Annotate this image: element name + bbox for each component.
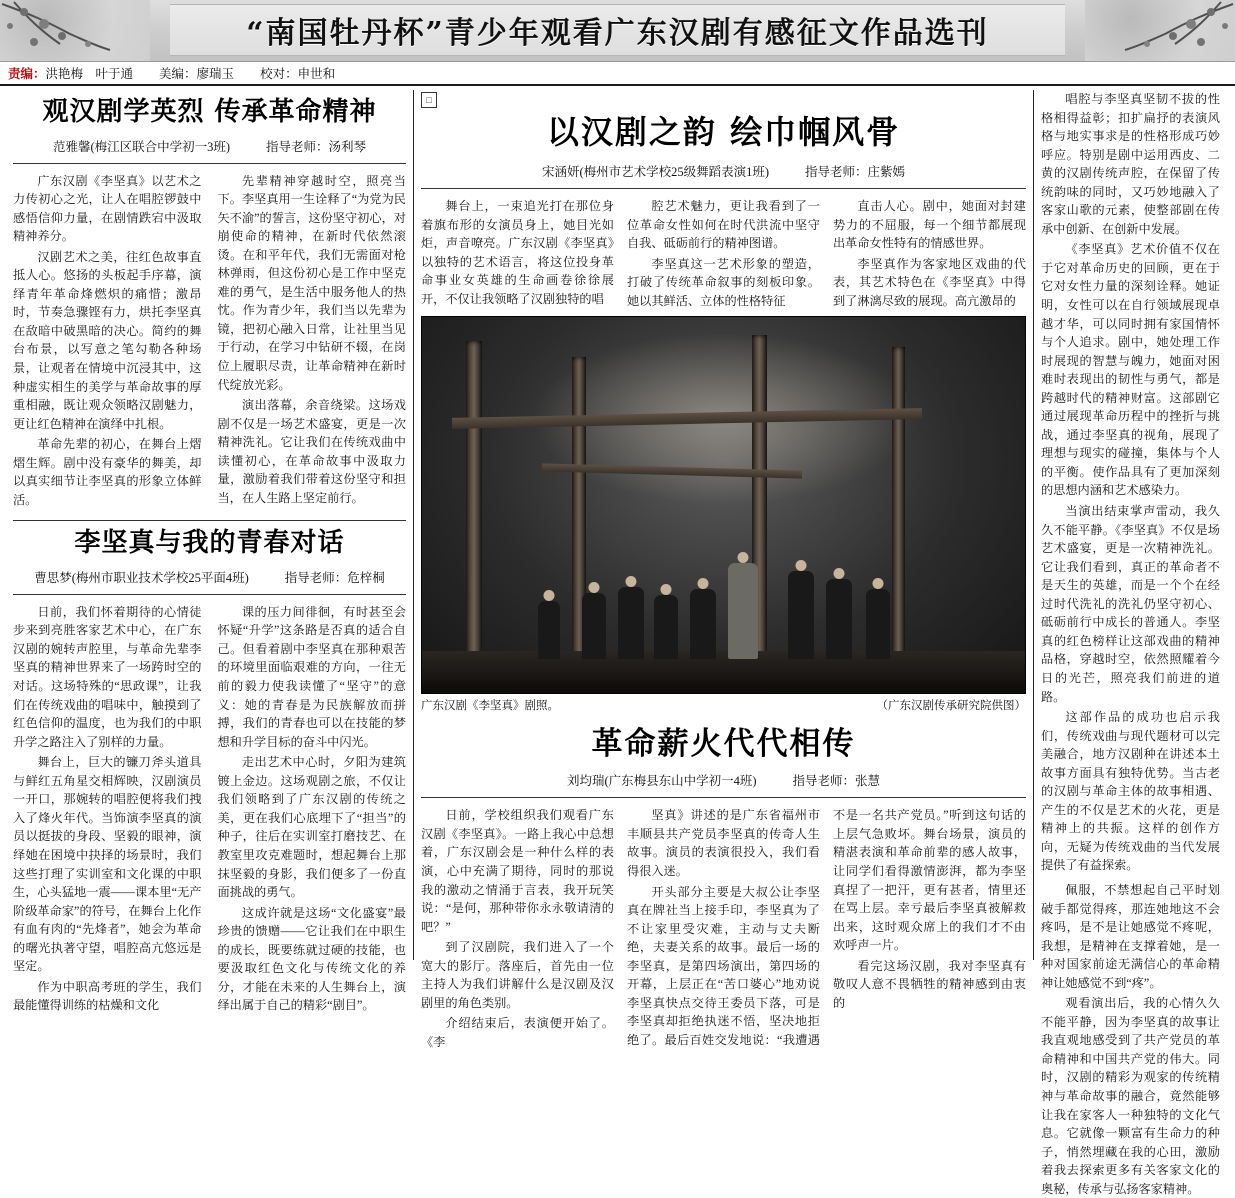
page-marker: □ <box>421 92 437 108</box>
article-teacher: 指导老师：张慧 <box>792 774 881 789</box>
paragraph: 舞台上，巨大的镰刀斧头道具与鲜红五角星交相辉映，汉剧演员一开口，那婉转的唱腔便将我们拽入了烽火年代。当饰演李坚真的演员以挺拔的身段、坚毅的眼神，演绎她在困境中抉择的场景时，我们这些打理了实训室和文化课的中职生，心头猛地一震——课本里“无产阶级革命家”的符号，在舞台上化作有血有肉的“先烽者”，她会为革命的曙光执著守望，唱腔高亢悠远是坚定。 <box>13 755 202 974</box>
article-author: 曹思梦(梅州市职业技术学校25平面4班) <box>34 570 249 585</box>
divider <box>421 188 1026 189</box>
article-guanhanju <box>13 96 406 510</box>
paragraph: 这部作品的成功也启示我们，传统戏曲与现代题材可以完美融合，地方汉剧种在讲述本土故事方面具有独特优势。当古老的汉剧与革命主体的故事相遇、产生的不仅是艺术的火花，更是精神上的共振。这样的创作方向，无疑为传统戏曲的当代发展提供了有益探索。 <box>1041 710 1220 873</box>
article-body <box>13 172 406 511</box>
paragraph: 当演出结束掌声雷动，我久久不能平静。《李坚真》不仅是场艺术盛宴，更是一次精神洗礼。它让我们看到，真正的革命者不是天生的英雄，而是一个个在经过时代洗礼的洗礼仍坚守初心、砥砺前行中成长的普通人。李坚真的红色榜样让这部戏曲的精神品格，穿越时空，依然照耀着今日的光芒，照亮我们前进的道路。 <box>1041 504 1220 704</box>
paragraph: 佩服，不禁想起自己平时划破手都觉得疼，那连她地这不会疼吗，是不是让她感觉不疼呢，我想，是精神在支撑着她，是一种对国家前途无满信心的革命精神让她感觉不到“疼”。 <box>1041 882 1220 990</box>
article-author: 刘均瑞(广东梅县东山中学初一4班) <box>566 774 757 789</box>
article-teacher: 指导老师：汤利琴 <box>266 139 367 154</box>
article-headline: 以汉剧之韵 绘巾帼风骨 <box>546 113 901 151</box>
divider <box>13 163 406 164</box>
article-geming-xinhuo <box>421 725 1026 1052</box>
page-title: “南国牡丹杯”青少年观看广东汉剧有感征文作品选刊 <box>246 16 989 51</box>
credit-designer-value: 廖瑞玉 <box>196 67 235 81</box>
photo-actor <box>826 579 852 659</box>
paragraph: 坚真》讲述的是广东省福州市丰顺县共产党员李坚真的传奇人生故事。演员的表演很投入，我们看得很入迷。 <box>627 808 820 879</box>
photo-actor <box>538 601 560 659</box>
photo-actor-head <box>834 568 845 579</box>
paragraph: 看完这场汉剧，我对李坚真有敬叹人意不畏牺牲的精神感到由衷的 <box>833 958 1026 1010</box>
photo-actor-lead <box>728 563 758 659</box>
photo-post <box>892 347 905 671</box>
photo-actor-head <box>544 590 555 601</box>
paragraph: 李坚真作为客家地区戏曲的代表，其艺术特色在《李坚真》中得到了淋漓尽致的展现。高亢激昂的 <box>833 256 1026 308</box>
article-body <box>13 603 406 1017</box>
stage-photo <box>421 316 1026 694</box>
credit-editor-label: 责编： <box>8 67 46 81</box>
paragraph: 这成许就是这场“文化盛宴”最珍贵的馈赠——它让我们在中职生的成长，既要练就过硬的技能，也要汲取红色文化与传统文化的养分，才能在未来的人生舞台上，演绎出属于自己的精彩“剧目”。 <box>217 905 406 1013</box>
credit-proofreader <box>260 64 335 82</box>
article-headline: 革命薪火代代相传 <box>591 725 856 762</box>
paragraph: 开头部分主要是大叔公让李坚真在牌社当上接手印，李坚真为了不让家里受灾难，主动与丈夫断绝，夫妻关系的故事。最后一场的李坚真，是第四场演出，第四场的开幕，上层正在“苦口婆心”地劝说李坚真快点交待王委员下落，可是李坚真却拒绝执迷不悟，坚决地拒绝了。最后百姓交发地说：“我遭遇不是一名共产党员。”听到这句话的上层气急败坏。舞台场景，演员的精湛表演和革命前辈的感人故事，让同学们看得激情澎湃，都为李坚真捏了一把汗，更有甚者，情里还在骂上层。幸亏最后李坚真被解救出来，这时观众席上的我们才不由欢呼声一片。 <box>627 808 1026 1047</box>
photo-actor-head <box>589 582 600 593</box>
photo-actor <box>618 587 644 659</box>
paragraph: 课的压力间徘徊，有时甚至会怀疑“升学”这条路是否真的适合自己。但看着剧中李坚真在那种艰苦的环境里面临艰难的方向，一往无前的毅力使我读懂了“坚守”的意义：她的青春是为民族解放而拼搏，我们的青春也可以在技能的梦想和升学目标的奋斗中闪光。 <box>217 604 406 749</box>
article-author: 范雅馨(梅江区联合中学初一3班) <box>52 139 231 154</box>
article-byline <box>13 137 406 155</box>
photo-actor-head <box>661 584 672 595</box>
column-right <box>1034 90 1227 1196</box>
photo-actor <box>690 589 716 659</box>
paragraph: 舞台上，一束追光打在那位身着旗布形的女演员身上，她目光如炬，声音嘹亮。广东汉剧《李坚真》以独特的艺术语言，将这位投身革命事业女英雄的生命画卷徐徐展开，不仅让我领略了汉剧独特的唱 <box>421 199 614 306</box>
article-author: 宋涵妍(梅州市艺术学校25级舞蹈表演1班) <box>541 165 770 179</box>
credit-proofreader-label: 校对： <box>260 67 298 81</box>
paragraph: 直击人心。剧中，她面对封建势力的不屈服，每一个细节都展现出革命女性特有的情感世界。 <box>833 199 1026 251</box>
divider <box>13 594 406 595</box>
article-photo <box>421 316 1026 713</box>
paragraph: 日前，我们怀着期待的心情徒步来到亮胜客家艺术中心，在广东汉剧的婉转声腔里，与革命先辈李坚真的精神世界来了一场跨时空的对话。这场特殊的“思政课”，让我们在传统戏曲的唱味中，触摸到了红色信仰的温度，也为我们的中职升学之路注入了别样的力量。 <box>13 604 202 749</box>
divider <box>421 797 1026 798</box>
masthead <box>0 0 1235 62</box>
article-teacher: 指导老师：危梓桐 <box>284 570 385 585</box>
paragraph: 李坚真这一艺术形象的塑造，打破了传统革命叙事的刻板印象。她以其鲜活、立体的性格特征 <box>627 256 820 308</box>
photo-credit: （广东汉剧传承研究院供图） <box>876 699 1026 712</box>
paragraph: 观看演出后，我的心情久久不能平静，因为李坚真的故事让我直观地感受到了共产党员的革命精神和中国共产党的伟大。同时，汉剧的精彩为观家的传统精神与革命故事的融合，竟然能够让我在家客人一种独特的文化气息。它就像一颗富有生命力的种子，悄然埋藏在我的心田，激励着我去探索更多有关客家文化的奥秘，传承与弘扬客家精神。 <box>1041 996 1220 1196</box>
article-divider <box>13 520 406 521</box>
paragraph: 介绍结束后，表演便开始了。《李 <box>421 1016 614 1049</box>
article-byline <box>13 568 406 586</box>
credit-proofreader-value: 申世和 <box>297 67 336 81</box>
photo-actor <box>582 593 606 659</box>
article-geming-xinhuo-continued <box>1041 881 1220 1198</box>
paragraph: 日前，学校组织我们观看广东汉剧《李坚真》。一路上我心中总想着，广东汉剧会是一种什么样的表演，心中充满了期待，同时的那说我的激动之情涌于言表，我开玩笑说：“是何，那种带你永永敬请清的吧？” <box>421 808 614 934</box>
photo-actor-head <box>738 552 749 563</box>
photo-caption: 广东汉剧《李坚真》剧照。 <box>421 699 559 712</box>
credit-editor <box>8 64 133 82</box>
photo-actor-head <box>873 578 884 589</box>
paragraph: 先辈精神穿越时空，照亮当下。李坚真用一生诠释了“为党为民矢不渝”的誓言，这份坚守初心，对崩使命的精神，在新时代依然滚烫。在和平年代，我们无需面对枪林弹雨，但这份初心是工作中坚克难的勇气，是生活中服务他人的热忱。作为青少年，我们当以先辈为镜，把初心融入日常，让社里当见于行动，在学习中钻研不辍，在岗位上履职尽责，让革命精神在新时代绽放光彩。 <box>217 173 406 392</box>
article-hanju-yun <box>421 112 1026 312</box>
photo-caption-row <box>421 697 1026 713</box>
paragraph: 《李坚真》艺术价值不仅在于它对革命历史的回顾，更在于它对女性力量的深刻诠释。她证明，女性可以在自行领域展现卓越才华，可以同时拥有家国情怀与个人追求。剧中，她处理工作时展现的智慧与魄力，她面对困难时表现出的韧性与勇气，都是跨越时代的精神财富。这部剧它通过展现革命历程中的挫折与挑战，通过李坚真的视角，展现了理想与现实的碰撞，集体与个人的平衡。使作品具有了更加深刻的思想内涵和艺术感染力。 <box>1041 242 1220 498</box>
article-headline: 观汉剧学英烈 传承革命精神 <box>42 97 377 127</box>
photo-ground <box>422 651 1025 693</box>
article-lijianzhen-duihua <box>13 527 406 1017</box>
photo-post <box>466 341 482 671</box>
column-left <box>6 90 414 1013</box>
article-body <box>421 197 1026 312</box>
photo-actor <box>788 571 814 659</box>
credits-bar <box>0 62 1235 86</box>
paragraph: 腔艺术魅力，更让我看到了一位革命女性如何在时代洪流中坚守自我、砥砺前行的精神图谱。 <box>627 199 820 251</box>
article-teacher: 指导老师：庄紫嫣 <box>805 165 906 179</box>
photo-actor <box>654 595 678 659</box>
paragraph: 汉剧艺术之美，往红色故事直抵人心。悠扬的头板起手序幕，演绎青年革命烽燃炽的痛惜；激昂时，节奏急骤铿有力，烘托李坚真在敌暗中破黑暗的决心。简约的舞台布景，以写意之笔勾勒各种场景，让观者在情境中沉浸其中，这种虚实相生的美学与革命故事的厚重相融，既让观众领略汉剧魅力，更让红色精神在演绎中扎根。 <box>13 249 202 431</box>
paragraph: 广东汉剧《李坚真》以艺术之力传初心之光，让人在唱腔锣鼓中感悟信仰力量，在剧情跌宕中汲取精神养分。 <box>13 173 202 244</box>
article-body <box>421 806 1026 1051</box>
photo-actor-head <box>698 578 709 589</box>
paragraph: 革命先辈的初心，在舞台上熠熠生辉。剧中没有豪华的舞美，却以真实细节让李坚真的形象立体鲜活。 <box>13 437 202 507</box>
paragraph: 走出艺术中心时，夕阳为建筑镀上金边。这场观剧之旅，不仅让我们领略到了广东汉剧的传统之美，更在我们心底埋下了“担当”的种子，往后在实训室打磨技艺、在教室里攻克难题时，想起舞台上那抹坚毅的身影，我们便多了一份直面挑战的勇气。 <box>217 755 406 900</box>
page-body <box>0 86 1235 1196</box>
credit-designer-label: 美编： <box>159 67 197 81</box>
photo-actor <box>866 589 890 659</box>
paragraph: 作为中职高考班的学生，我们最能懂得训练的枯燥和文化 <box>13 979 202 1013</box>
photo-actor-head <box>796 560 807 571</box>
paragraph: 唱腔与李坚真坚韧不拔的性格相得益彰；扣扩扁抒的表演风格与地实事求是的性格形成巧妙呼应。特别是剧中运用西皮、二黄的汉剧传统声腔，在保留了传统韵味的同时，又巧妙地融入了客家山歌的元素，使整部剧在传承中创新、在创新中发展。 <box>1041 92 1220 236</box>
photo-actor-head <box>626 576 637 587</box>
article-byline <box>421 162 1026 180</box>
column-center <box>414 90 1034 1049</box>
paragraph: 到了汉剧院，我们进入了一个宽大的影厅。落座后，首先由一位主持人为我们讲解什么是汉剧及汉剧里的角色类别。 <box>421 940 614 1010</box>
paragraph: 演出落幕，余音绕梁。这场戏剧不仅是一场艺术盛宴，更是一次精神洗礼。它让我们在传统戏曲中读懂初心，在革命故事中汲取力量，激励着我们带着这份坚守和担当，在人生路上坚定前行。 <box>217 398 406 505</box>
article-headline: 李坚真与我的青春对话 <box>74 528 345 559</box>
credit-designer <box>159 64 234 82</box>
article-byline <box>421 771 1026 789</box>
credit-editor-value: 洪艳梅 叶于通 <box>45 67 134 81</box>
article-hanju-yun-continued <box>1041 90 1220 875</box>
